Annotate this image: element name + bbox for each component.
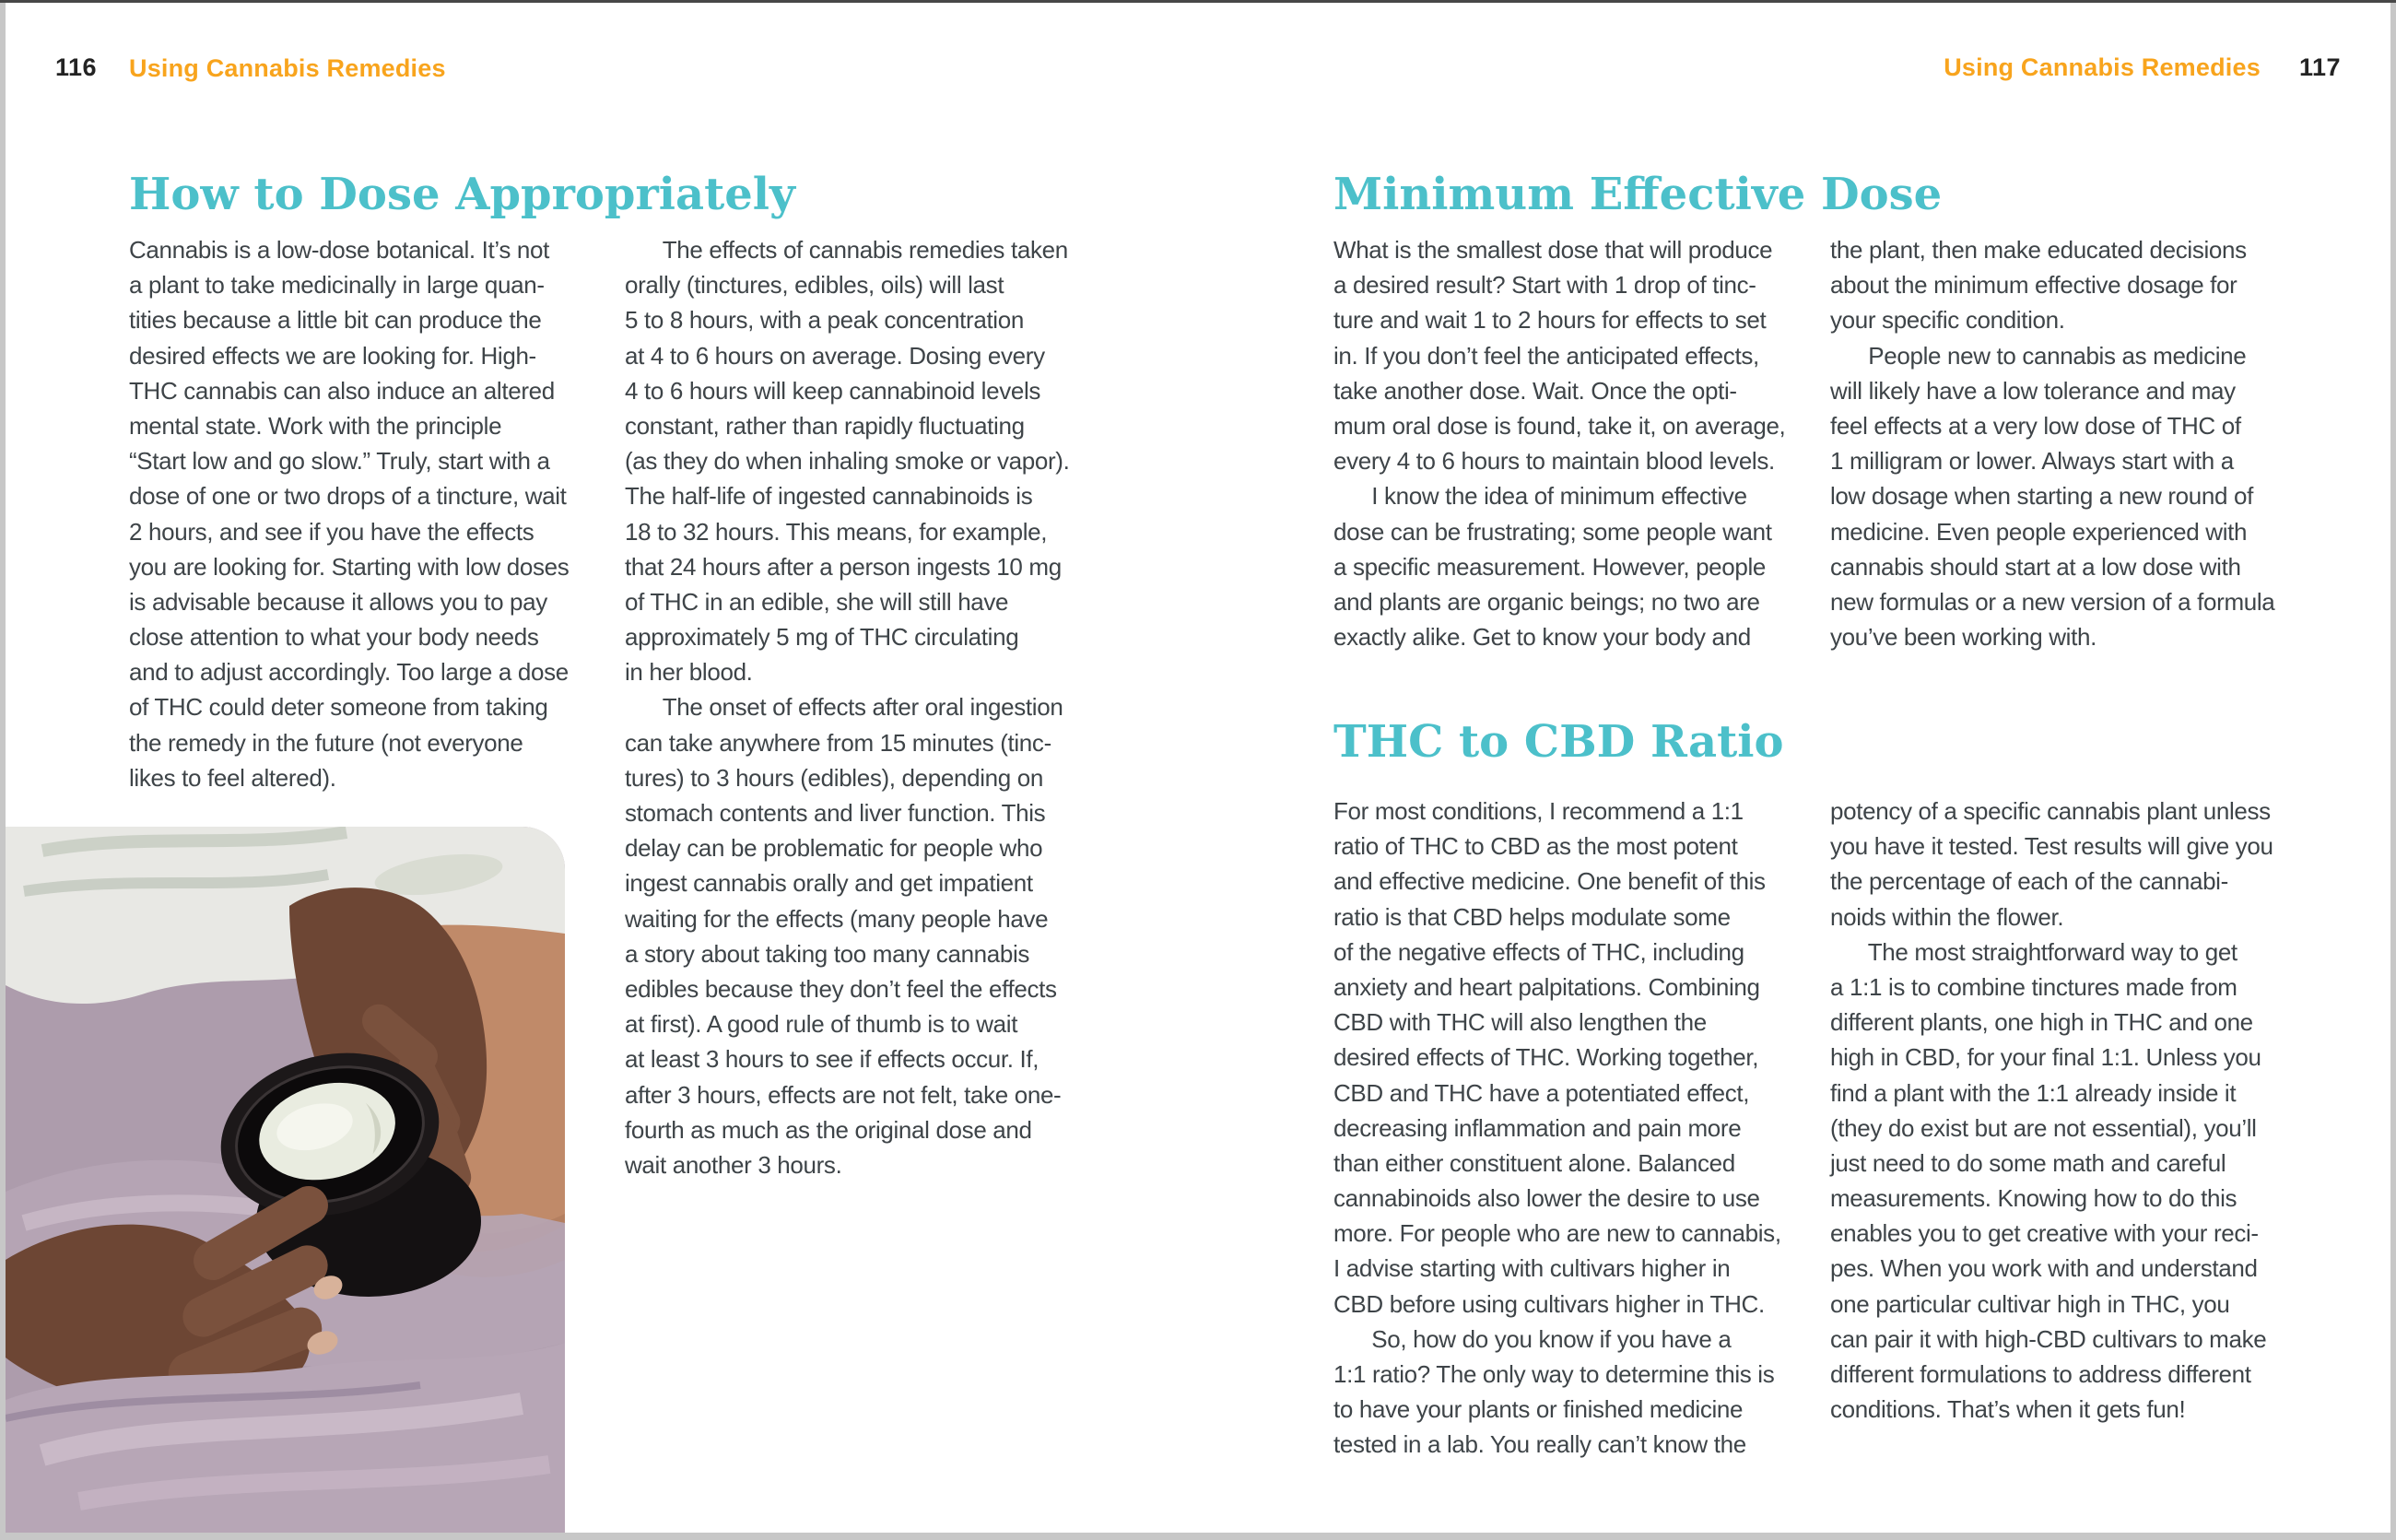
text-line: (they do exist but are not essential), you’ll xyxy=(1830,1113,2257,1142)
text-line: low dosage when starting a new round of xyxy=(1830,482,2253,511)
text-line: 1 milligram or lower. Always start with a xyxy=(1830,447,2234,476)
text-line: your specific condition. xyxy=(1830,306,2065,335)
text-line: What is the smallest dose that will produce xyxy=(1333,236,1773,264)
text-line: pes. When you work with and understand xyxy=(1830,1254,2258,1283)
text-line: the plant, then make educated decisions xyxy=(1830,236,2247,264)
text-line: and effective medicine. One benefit of this xyxy=(1333,867,1766,896)
text-line: the remedy in the future (not everyone xyxy=(129,728,523,757)
text-line: mum oral dose is found, take it, on average, xyxy=(1333,411,1786,440)
text-line: than either constituent alone. Balanced xyxy=(1333,1148,1735,1177)
text-line: approximately 5 mg of THC circulating xyxy=(625,623,1019,652)
text-line: For most conditions, I recommend a 1:1 xyxy=(1333,797,1744,825)
text-line: in her blood. xyxy=(625,658,753,687)
text-line: medicine. Even people experienced with xyxy=(1830,517,2248,546)
text-line: to have your plants or finished medicine xyxy=(1333,1395,1744,1424)
text-line: in. If you don’t feel the anticipated effects, xyxy=(1333,341,1759,370)
text-line: after 3 hours, effects are not felt, take one- xyxy=(625,1080,1062,1109)
right-page-section2-column-1 xyxy=(1333,794,1799,1463)
text-line: new formulas or a new version of a formula xyxy=(1830,587,2275,616)
text-line: 1:1 ratio? The only way to determine this is xyxy=(1333,1360,1775,1388)
text-line: at least 3 hours to see if effects occur. If, xyxy=(625,1045,1039,1074)
section-title-thc-to-cbd-ratio: THC to CBD Ratio xyxy=(1333,716,1784,768)
text-line: CBD and THC have a potentiated effect, xyxy=(1333,1078,1750,1107)
text-line: orally (tinctures, edibles, oils) will last xyxy=(625,271,1004,300)
text-line: dose can be frustrating; some people want xyxy=(1333,517,1772,546)
text-line: stomach contents and liver function. This xyxy=(625,799,1046,827)
text-line: a desired result? Start with 1 drop of tinc- xyxy=(1333,271,1756,300)
text-line: cannabis should start at a low dose with xyxy=(1830,552,2241,581)
page-number-right: 117 xyxy=(2298,53,2341,81)
text-line: decreasing inflammation and pain more xyxy=(1333,1113,1742,1142)
right-page-section1-column-1 xyxy=(1333,232,1799,654)
text-line: exactly alike. Get to know your body and xyxy=(1333,623,1751,652)
text-line: of the negative effects of THC, including xyxy=(1333,937,1744,966)
text-line: desired effects of THC. Working together, xyxy=(1333,1043,1759,1072)
text-line: constant, rather than rapidly fluctuating xyxy=(625,411,1025,440)
text-line: ture and wait 1 to 2 hours for effects to set xyxy=(1333,306,1767,335)
text-line: enables you to get creative with your reci- xyxy=(1830,1219,2259,1248)
text-line: different formulations to address different xyxy=(1830,1360,2251,1388)
text-line: tures) to 3 hours (edibles), depending on xyxy=(625,763,1043,792)
text-line: “Start low and go slow.” Truly, start with a xyxy=(129,447,550,476)
text-line: The effects of cannabis remedies taken xyxy=(625,236,1068,264)
text-line: you have it tested. Test results will give you xyxy=(1830,832,2273,861)
text-line: more. For people who are new to cannabis, xyxy=(1333,1219,1781,1248)
text-line: that 24 hours after a person ingests 10 mg xyxy=(625,552,1062,581)
text-line: fourth as much as the original dose and xyxy=(625,1115,1032,1144)
text-line: is advisable because it allows you to pay xyxy=(129,587,547,616)
text-line: wait another 3 hours. xyxy=(625,1150,842,1179)
text-line: So, how do you know if you have a xyxy=(1333,1324,1732,1353)
text-line: I advise starting with cultivars higher in xyxy=(1333,1254,1731,1283)
text-line: dose of one or two drops of a tincture, wait xyxy=(129,482,567,511)
section-title-minimum-effective-dose: Minimum Effective Dose xyxy=(1333,169,1943,220)
text-line: the percentage of each of the cannabi- xyxy=(1830,867,2228,896)
text-line: The onset of effects after oral ingestion xyxy=(625,693,1063,722)
text-line: conditions. That’s when it gets fun! xyxy=(1830,1395,2186,1424)
text-line: The half-life of ingested cannabinoids is xyxy=(625,482,1033,511)
text-line: potency of a specific cannabis plant unless xyxy=(1830,797,2271,825)
photo-illustration xyxy=(6,827,565,1533)
text-line: of THC could deter someone from taking xyxy=(129,693,548,722)
text-line: noids within the flower. xyxy=(1830,902,2064,931)
text-line: desired effects we are looking for. High- xyxy=(129,341,536,370)
text-line: of THC in an edible, she will still have xyxy=(625,587,1009,616)
text-line: feel effects at a very low dose of THC of xyxy=(1830,411,2241,440)
page-number-left: 116 xyxy=(55,53,98,81)
text-line: you’ve been working with. xyxy=(1830,623,2096,652)
text-line: 2 hours, and see if you have the effects xyxy=(129,517,534,546)
text-line: about the minimum effective dosage for xyxy=(1830,271,2237,300)
text-line: CBD before using cultivars higher in THC. xyxy=(1333,1289,1765,1318)
text-line: a specific measurement. However, people xyxy=(1333,552,1767,581)
text-line: People new to cannabis as medicine xyxy=(1830,341,2247,370)
right-page-section1-column-2 xyxy=(1830,232,2291,654)
text-line: likes to feel altered). xyxy=(129,763,336,792)
text-line: CBD with THC will also lengthen the xyxy=(1333,1008,1707,1037)
text-line: tities because a little bit can produce the xyxy=(129,306,542,335)
text-line: The most straightforward way to get xyxy=(1830,937,2237,966)
text-line: just need to do some math and careful xyxy=(1830,1148,2226,1177)
text-line: edibles because they don’t feel the effects xyxy=(625,974,1057,1003)
text-line: THC cannabis can also induce an altered xyxy=(129,376,555,405)
text-line: different plants, one high in THC and one xyxy=(1830,1008,2253,1037)
text-line: 4 to 6 hours will keep cannabinoid levels xyxy=(625,376,1041,405)
text-line: will likely have a low tolerance and may xyxy=(1830,376,2236,405)
text-line: waiting for the effects (many people have xyxy=(625,904,1049,933)
text-line: tested in a lab. You really can’t know the xyxy=(1333,1430,1746,1459)
text-line: at first). A good rule of thumb is to wait xyxy=(625,1010,1018,1039)
text-line: at 4 to 6 hours on average. Dosing every xyxy=(625,341,1045,370)
text-line: (as they do when inhaling smoke or vapor). xyxy=(625,447,1070,476)
text-line: find a plant with the 1:1 already inside it xyxy=(1830,1078,2237,1107)
right-page-section2-column-2 xyxy=(1830,794,2291,1427)
text-line: ratio of THC to CBD as the most potent xyxy=(1333,832,1738,861)
text-line: measurements. Knowing how to do this xyxy=(1830,1184,2237,1213)
text-line: ingest cannabis orally and get impatient xyxy=(625,869,1033,898)
text-line: and plants are organic beings; no two are xyxy=(1333,587,1760,616)
left-page-column-1 xyxy=(129,232,594,795)
text-line: a plant to take medicinally in large quan- xyxy=(129,271,545,300)
left-page-column-2 xyxy=(625,232,1097,1182)
text-line: you are looking for. Starting with low doses xyxy=(129,552,570,581)
text-line: 18 to 32 hours. This means, for example, xyxy=(625,517,1048,546)
text-line: a 1:1 is to combine tinctures made from xyxy=(1830,972,2237,1001)
header-right xyxy=(1944,53,2341,82)
text-line: a story about taking too many cannabis xyxy=(625,939,1030,968)
text-line: ratio is that CBD helps modulate some xyxy=(1333,902,1731,931)
text-line: every 4 to 6 hours to maintain blood levels. xyxy=(1333,447,1775,476)
text-line: delay can be problematic for people who xyxy=(625,834,1043,863)
text-line: high in CBD, for your final 1:1. Unless you xyxy=(1830,1043,2261,1072)
text-line: one particular cultivar high in THC, you xyxy=(1830,1289,2230,1318)
text-line: take another dose. Wait. Once the opti- xyxy=(1333,376,1737,405)
text-line: I know the idea of minimum effective xyxy=(1333,482,1747,511)
section-title-how-to-dose: How to Dose Appropriately xyxy=(129,169,795,220)
text-line: can take anywhere from 15 minutes (tinc- xyxy=(625,728,1051,757)
photo-hands-holding-salve-jar xyxy=(6,827,565,1533)
running-header-left: Using Cannabis Remedies xyxy=(129,54,446,82)
running-header-right: Using Cannabis Remedies xyxy=(1944,53,2261,81)
text-line: 5 to 8 hours, with a peak concentration xyxy=(625,306,1024,335)
text-line: mental state. Work with the principle xyxy=(129,411,502,440)
text-line: can pair it with high-CBD cultivars to make xyxy=(1830,1324,2267,1353)
text-line: Cannabis is a low-dose botanical. It’s not xyxy=(129,236,549,264)
text-line: close attention to what your body needs xyxy=(129,623,539,652)
text-line: cannabinoids also lower the desire to use xyxy=(1333,1184,1760,1213)
text-line: and to adjust accordingly. Too large a dose xyxy=(129,658,569,687)
text-line: anxiety and heart palpitations. Combining xyxy=(1333,972,1760,1001)
